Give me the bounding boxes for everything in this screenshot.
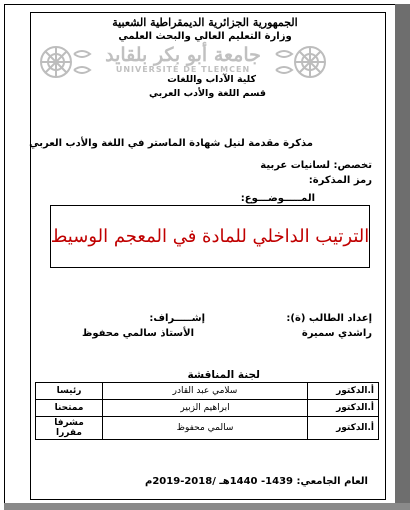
faculty-name: كلية الآداب واللغات [167, 74, 256, 85]
memo-description: مذكرة مقدمة لنيل شهادة الماستر في اللغة والأدب العربي [29, 138, 313, 149]
student-label: إعداد الطالب (ة): [286, 313, 372, 324]
republic-heading: الجمهورية الجزائرية الديمقراطية الشعبية [112, 16, 298, 29]
jury-role: مشرفا مقررا [36, 417, 103, 440]
ministry-heading: وزارة التعليم العالي والبحث العلمي [118, 31, 292, 42]
university-emblem-right-icon [266, 42, 330, 82]
jury-table [35, 382, 379, 440]
table-row [36, 417, 379, 440]
jury-title: أ.الدكتور [308, 417, 379, 440]
subject-label: المـــــوضـــوع: [240, 193, 315, 204]
table-row [36, 383, 379, 400]
student-name: راشدي سميرة [301, 328, 372, 339]
memo-code-line: رمز المذكرة: [308, 175, 372, 186]
department-name: قسم اللغة والأدب العربي [148, 88, 266, 99]
jury-name: ابراهيم الزبير [103, 400, 308, 417]
table-row [36, 400, 379, 417]
jury-title: أ.الدكتور [308, 383, 379, 400]
jury-role: ممتحنا [36, 400, 103, 417]
academic-year: العام الجامعي: 1439- 1440هـ /2018-2019م [145, 476, 368, 487]
page-shadow-right [395, 4, 410, 510]
committee-title: لجنة المناقشة [187, 369, 260, 381]
supervisor-label: إشـــــراف: [149, 313, 205, 324]
specialty-line: تخصص: لسانيات عربية [260, 160, 372, 171]
university-emblem-left-icon [36, 42, 100, 82]
jury-role: رئيسا [36, 383, 103, 400]
university-name-latin: UNIVERSITÉ DE TLEMCEN [115, 65, 251, 74]
jury-name: سلامي عبد القادر [103, 383, 308, 400]
university-name-arabic: جامعة أبو بكر بلقايد [105, 44, 261, 66]
jury-title: أ.الدكتور [308, 400, 379, 417]
page-shadow-bottom [4, 503, 410, 510]
thesis-title: الترتيب الداخلي للمادة في المعجم الوسيط [50, 226, 370, 247]
jury-name: سالمي محفوظ [103, 417, 308, 440]
supervisor-name: الأستاذ سالمي محفوظ [81, 328, 194, 339]
